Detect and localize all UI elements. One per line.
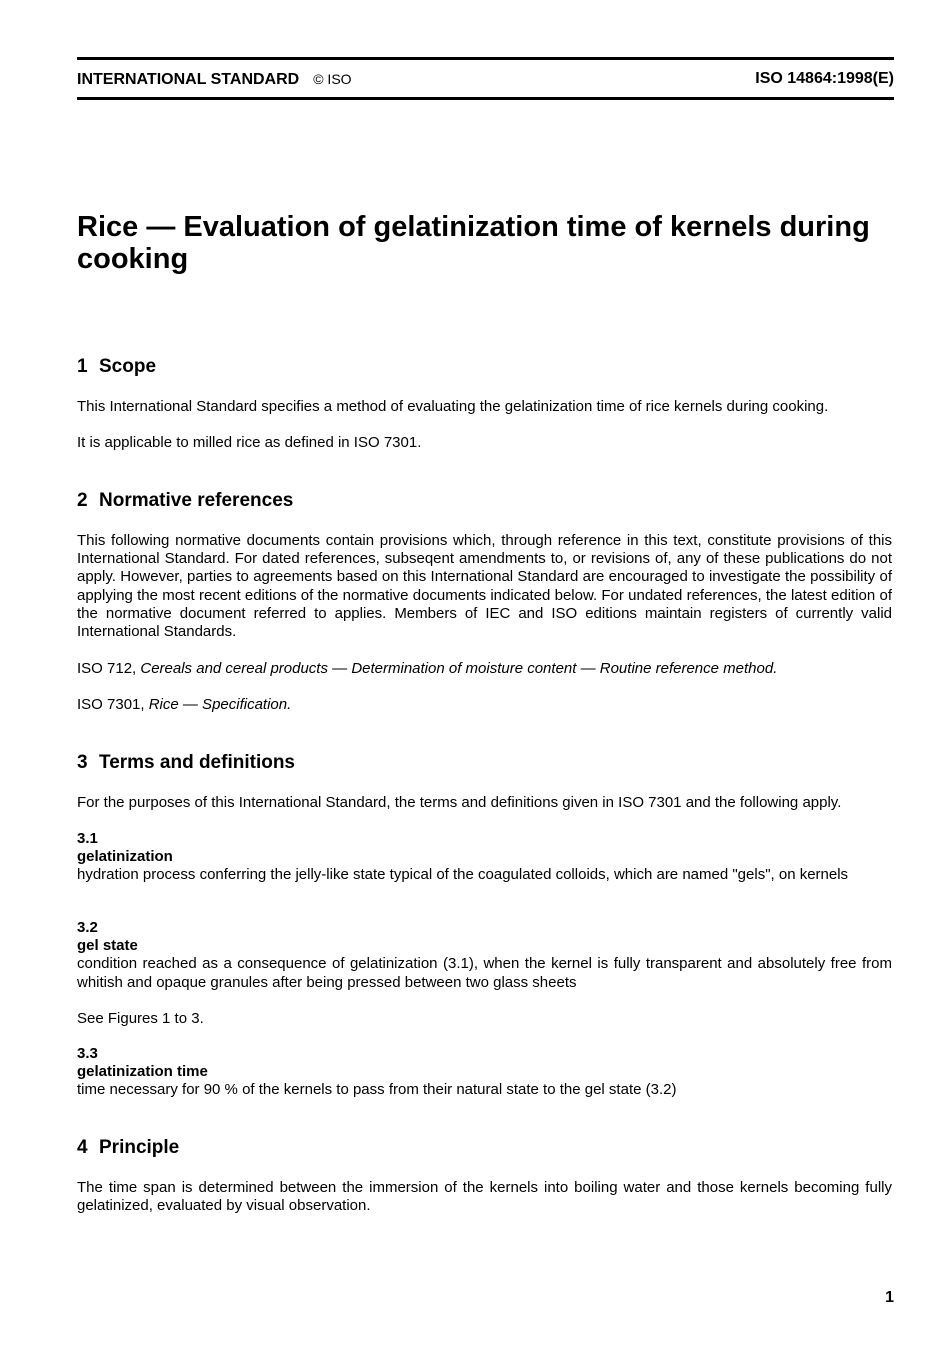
term-number: 3.3: [77, 1045, 98, 1062]
reference-code: ISO 7301,: [77, 696, 145, 713]
section-number: 4: [77, 1137, 88, 1158]
terms-intro-paragraph: For the purposes of this International Standard, the terms and definitions given in ISO 7301 and the following apply.: [77, 794, 842, 811]
term-number: 3.1: [77, 830, 98, 847]
term-entry-3-3: [77, 1045, 892, 1100]
section-title: Principle: [99, 1137, 180, 1158]
header-left: [77, 68, 352, 91]
term-definition: hydration process conferring the jelly-like state typical of the coagulated colloids, which are named "gels", on kernels: [77, 866, 849, 884]
section-heading-normative-references: [77, 489, 293, 513]
term-entry-3-1: [77, 830, 892, 885]
principle-paragraph: The time span is determined between the immersion of the kernels into boiling water and those kernels becoming fully gelatinized, evaluated by visual observation.: [77, 1179, 892, 1215]
reference-title: Rice — Specification.: [148, 696, 292, 713]
section-heading-terms-definitions: [77, 751, 295, 775]
section-number: 1: [77, 356, 88, 377]
term-definition: condition reached as a consequence of gelatinization (3.1), when the kernel is fully transparent and absolutely free from whitish and opaque granules after being pressed between two glass sheets: [77, 955, 892, 991]
reference-title: Cereals and cereal products — Determination of moisture content — Routine reference method.: [140, 660, 778, 677]
document-page: [77, 0, 894, 1345]
reference-code: ISO 712,: [77, 660, 137, 677]
section-heading-scope: [77, 355, 156, 379]
header-bottom-rule: [77, 97, 894, 100]
section-title: Terms and definitions: [99, 752, 296, 773]
section-title: Scope: [99, 356, 157, 377]
normative-reference-iso-712: [77, 660, 892, 678]
section-number: 3: [77, 752, 88, 773]
term-number: 3.2: [77, 919, 98, 936]
term-definition: time necessary for 90 % of the kernels to pass from their natural state to the gel state (3.2): [77, 1081, 677, 1099]
section-heading-principle: [77, 1136, 179, 1160]
term-name: gelatinization: [77, 848, 173, 866]
section-number: 2: [77, 490, 88, 511]
document-title: Rice — Evaluation of gelatinization time of kernels during cooking: [77, 211, 870, 275]
term-note: See Figures 1 to 3.: [77, 1010, 204, 1027]
header-standard-label: INTERNATIONAL STANDARD: [77, 71, 300, 88]
normative-intro-paragraph: This following normative documents contain provisions which, through reference in this text, constitute provisions of this International Standard. For dated references, subseqent amendments to, or revisions of, any of these publications do not apply. However, parties to agreements based on this International Standard are encouraged to investigate the possibility of applying the most recent editions of the normative documents indicated below. For undated references, the latest edition of the normative document referred to applies. Members of IEC and ISO editions maintain registers of currently valid International Standards.: [77, 532, 892, 641]
term-name: gel state: [77, 937, 138, 955]
section-title: Normative references: [99, 490, 294, 511]
running-header: [77, 68, 894, 90]
scope-paragraph-2: It is applicable to milled rice as defined in ISO 7301.: [77, 434, 422, 451]
header-top-rule: [77, 57, 894, 60]
term-entry-3-2: [77, 919, 892, 992]
header-standard-number: ISO 14864:1998(E): [755, 70, 894, 87]
header-copyright: © ISO: [313, 71, 352, 87]
term-name: gelatinization time: [77, 1063, 208, 1081]
normative-reference-iso-7301: [77, 696, 892, 714]
page-number: 1: [885, 1289, 894, 1306]
scope-paragraph-1: This International Standard specifies a method of evaluating the gelatinization time of rice kernels during cooking.: [77, 398, 829, 415]
